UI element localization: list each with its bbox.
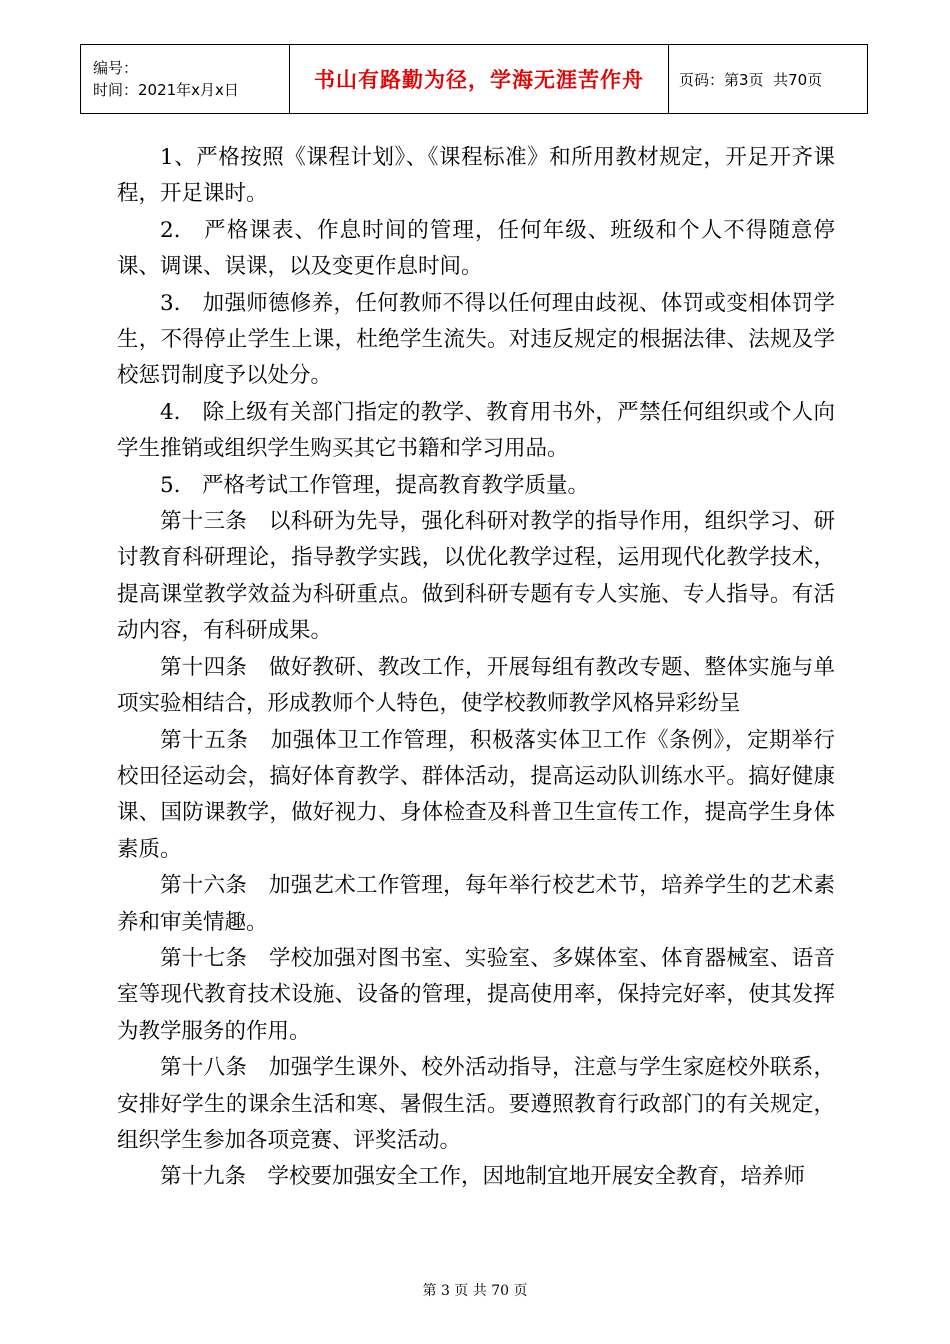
paragraph: 2. 严格课表、作息时间的管理，任何年级、班级和个人不得随意停课、调课、误课，以及变更作息时间。 xyxy=(117,217,835,280)
paragraph: 第十九条 学校要加强安全工作，因地制宜地开展安全教育，培养师 xyxy=(160,1164,806,1190)
paragraph: 5. 严格考试工作管理，提高教育教学质量。 xyxy=(160,472,590,498)
page-footer: 第 3 页 共 70 页 xyxy=(422,1283,528,1299)
paragraph: 第十三条 以科研为先导，强化科研对教学的指导作用，组织学习、研讨教育科研理论，指导教学实践，以优化教学过程，运用现代化教学技术，提高课堂教学效益为科研重点。做到科研专题有专人实施、专人指导。有活动内容，有科研成果。 xyxy=(117,509,835,644)
header-page-info-cell xyxy=(669,45,868,114)
paragraph: 3. 加强师德修养，任何教师不得以任何理由歧视、体罚或变相体罚学生，不得停止学生上课，杜绝学生流失。对违反规定的根据法律、法规及学校惩罚制度予以处分。 xyxy=(117,290,835,389)
document-number-label: 编号： xyxy=(93,59,139,77)
header-meta-cell xyxy=(81,45,290,114)
paragraph: 第十五条 加强体卫工作管理，积极落实体卫工作《条例》，定期举行校田径运动会，搞好体育教学、群体活动，提高运动队训练水平。搞好健康课、国防课教学，做好视力、身体检查及科普卫生宣传工作，提高学生身体素质。 xyxy=(117,727,835,862)
paragraph: 第十八条 加强学生课外、校外活动指导，注意与学生家庭校外联系，安排好学生的课余生活和寒、暑假生活。要遵照教育行政部门的有关规定，组织学生参加各项竞赛、评奖活动。 xyxy=(117,1055,835,1153)
paragraph: 第十四条 做好教研、教改工作，开展每组有教改专题、整体实施与单项实验相结合，形成教师个人特色，使学校教师教学风格异彩纷呈 xyxy=(117,654,835,717)
paragraph: 1、严格按照《课程计划》、《课程标准》和所用教材规定，开足开齐课程，开足课时。 xyxy=(117,145,835,207)
document-body xyxy=(117,140,835,1196)
paragraph: 第十六条 加强艺术工作管理，每年举行校艺术节，培养学生的艺术素养和审美情趣。 xyxy=(117,873,835,935)
document-header xyxy=(80,44,868,114)
header-page-info: 页码：第3页 共70页 xyxy=(679,70,823,89)
document-date-label: 时间：2021年x月x日 xyxy=(93,81,239,99)
paragraph: 第十七条 学校加强对图书室、实验室、多媒体室、体育器械室、语音室等现代教育技术设施、设备的管理，提高使用率，保持完好率，使其发挥为教学服务的作用。 xyxy=(117,945,835,1044)
header-motto: 书山有路勤为径，学海无涯苦作舟 xyxy=(290,45,669,114)
paragraph: 4. 除上级有关部门指定的教学、教育用书外，严禁任何组织或个人向学生推销或组织学生购买其它书籍和学习用品。 xyxy=(117,399,835,462)
